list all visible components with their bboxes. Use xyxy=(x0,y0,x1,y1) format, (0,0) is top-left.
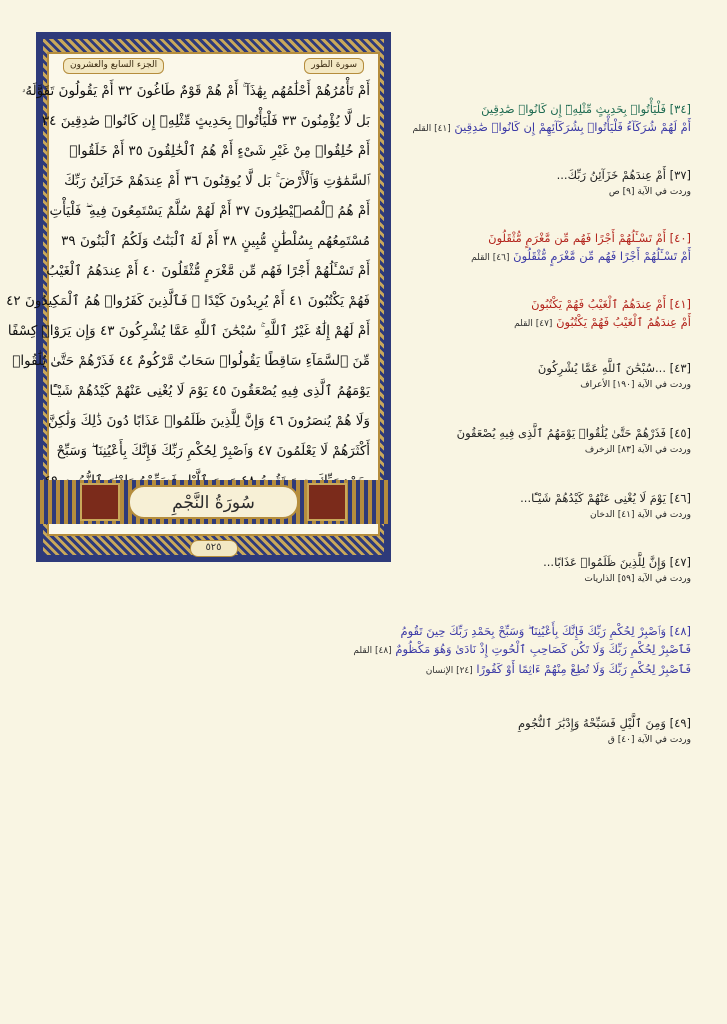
mushaf-page xyxy=(6,32,391,562)
next-surah-title: سُورَةُ النَّجْمِ xyxy=(128,485,299,519)
quran-line: ٱلسَّمَٰوَٰتِ وَٱلْأَرْضَ ۚ بَل لَّا يُوقِنُونَ ٣٦ أَمْ عِندَهُمْ خَزَآئِنُ رَبِّكَ xyxy=(64,173,370,189)
quran-line: أَمْ لَهُمْ إِلَٰهٌ غَيْرُ ٱللَّهِ ۚ سُبْحَٰنَ ٱللَّهِ عَمَّا يُشْرِكُونَ ٤٣ وَإِن يَرَوْا۟ كِسْفًا xyxy=(7,323,370,339)
commentary-entry xyxy=(371,100,691,138)
verse-text: [٤٩] وَمِنَ ٱلَّيْلِ فَسَبِّحْهُ وَإِدْبَٰرَ ٱلنُّجُومِ xyxy=(518,716,691,730)
xref-text: أَمْ لَهُمْ شُرَكَآءُ فَلْيَأْتُوا۟ بِشُرَكَآئِهِمْ إِن كَانُوا۟ صَٰدِقِينَ xyxy=(454,120,691,134)
quran-line: أَمْ تَسْـَٔلُهُمْ أَجْرًا فَهُم مِّن مَّغْرَمٍ مُّثْقَلُونَ ٤٠ أَمْ عِندَهُمُ ٱلْغَيْبُ xyxy=(46,263,370,279)
xref-tag: [٤٧] القلم xyxy=(514,319,553,329)
cross-reference xyxy=(331,660,691,680)
verse-text: [٤٦] يَوْمَ لَا يُغْنِى عَنْهُمْ كَيْدُهُمْ شَيْـًٔا... xyxy=(520,491,691,505)
page-text-area xyxy=(6,52,380,536)
commentary-entry xyxy=(371,489,691,523)
verse-text: [٤٨] وَٱصْبِرْ لِحُكْمِ رَبِّكَ فَإِنَّكَ بِأَعْيُنِنَا ۖ وَسَبِّحْ بِحَمْدِ رَبِّكَ حِينَ تَقُومُ xyxy=(400,624,691,638)
xref-text: أَمْ تَسْـَٔلُهُمْ أَجْرًا فَهُم مِّن مَّغْرَمٍ مُّثْقَلُونَ xyxy=(513,249,691,263)
quran-line: مِّنَ ٱلسَّمَآءِ سَاقِطًا يَقُولُوا۟ سَحَابٌ مَّرْكُومٌ ٤٤ فَذَرْهُمْ حَتَّىٰ يُلَٰقُوا۟ xyxy=(12,353,370,369)
xref-tag: [٤٦] القلم xyxy=(471,253,510,263)
quran-line: أَمْ خُلِقُوا۟ مِنْ غَيْرِ شَىْءٍ أَمْ هُمُ ٱلْخَٰلِقُونَ ٣٥ أَمْ خَلَقُوا۟ xyxy=(69,143,370,159)
occurrence-note: وردت في الآية [٨٣] الزخرف xyxy=(584,445,691,455)
cross-reference xyxy=(331,640,691,660)
commentary-entry xyxy=(331,622,691,680)
commentary-entry xyxy=(371,424,691,458)
juz-label: الجزء السابع والعشرون xyxy=(63,58,164,74)
quran-line: وَلَا هُمْ يُنصَرُونَ ٤٦ وَإِنَّ لِلَّذِينَ ظَلَمُوا۟ عَذَابًا دُونَ ذَٰلِكَ وَلَٰكِنَّ xyxy=(48,413,370,429)
page-number: ٥٢٥ xyxy=(190,540,238,557)
commentary-entry xyxy=(371,229,691,267)
xref-text: فَٱصْبِرْ لِحُكْمِ رَبِّكَ وَلَا تُطِعْ مِنْهُمْ ءَاثِمًا أَوْ كَفُورًا xyxy=(476,662,691,676)
verse-text: [٣٧] أَمْ عِندَهُمْ خَزَآئِنُ رَبِّكَ... xyxy=(556,168,691,182)
quran-line: أَكْثَرَهُمْ لَا يَعْلَمُونَ ٤٧ وَٱصْبِرْ لِحُكْمِ رَبِّكَ فَإِنَّكَ بِأَعْيُنِنَا ۖ وَسَبِّحْ xyxy=(56,443,370,459)
commentary-entry xyxy=(371,295,691,333)
cross-reference xyxy=(371,118,691,138)
quran-line: بَل لَّا يُؤْمِنُونَ ٣٣ فَلْيَأْتُوا۟ بِحَدِيثٍ مِّثْلِهِۦٓ إِن كَانُوا۟ صَٰدِقِينَ ٣٤ xyxy=(41,113,370,129)
ornament-right-icon xyxy=(307,483,347,521)
quran-line: فَهُمْ يَكْتُبُونَ ٤١ أَمْ يُرِيدُونَ كَيْدًا ۖ فَٱلَّذِينَ كَفَرُوا۟ هُمُ ٱلْمَكِيدُونَ ٤٢ xyxy=(6,293,370,309)
commentary-entry xyxy=(371,714,691,748)
occurrence-note: وردت في الآية [٤٠] ق xyxy=(607,735,691,745)
xref-tag: [٢٤] الإنسان xyxy=(425,666,473,676)
quran-line: أَمْ هُمُ ٱلْمُصَۜيْطِرُونَ ٣٧ أَمْ لَهُمْ سُلَّمٌ يَسْتَمِعُونَ فِيهِ ۖ فَلْيَأْتِ xyxy=(49,203,370,219)
verse-text: [٤٠] أَمْ تَسْـَٔلُهُمْ أَجْرًا فَهُم مِّن مَّغْرَمٍ مُّثْقَلُونَ xyxy=(488,231,691,245)
surah-label: سورة الطور xyxy=(304,58,364,74)
occurrence-note: وردت في الآية [٤١] الدخان xyxy=(590,510,691,520)
quran-line: يَوْمَهُمُ ٱلَّذِى فِيهِ يُصْعَقُونَ ٤٥ يَوْمَ لَا يُغْنِى عَنْهُمْ كَيْدُهُمْ شَيْـًٔا xyxy=(49,383,370,399)
verse-text: [٤٣] ...سُبْحَٰنَ ٱللَّهِ عَمَّا يُشْرِكُونَ xyxy=(537,361,691,375)
quran-line: أَمْ تَأْمُرُهُمْ أَحْلَٰمُهُم بِهَٰذَآ ۚ أَمْ هُمْ قَوْمٌ طَاغُونَ ٣٢ أَمْ يَقُولُونَ تَقَوَّلَهُۥ xyxy=(21,83,370,99)
commentary-entry xyxy=(371,166,691,200)
verse-text: [٤٥] فَذَرْهُمْ حَتَّىٰ يُلَٰقُوا۟ يَوْمَهُمُ ٱلَّذِى فِيهِ يُصْعَقُونَ xyxy=(456,426,691,440)
quran-line: مُسْتَمِعُهُم بِسُلْطَٰنٍ مُّبِينٍ ٣٨ أَمْ لَهُ ٱلْبَنَٰتُ وَلَكُمُ ٱلْبَنُونَ ٣٩ xyxy=(61,233,370,249)
surah-header-band xyxy=(36,480,391,524)
verse-text: [٣٤] فَلْيَأْتُوا۟ بِحَدِيثٍ مِّثْلِهِۦٓ إِن كَانُوا۟ صَٰدِقِينَ xyxy=(481,102,691,116)
cross-reference xyxy=(371,247,691,267)
xref-text: فَٱصْبِرْ لِحُكْمِ رَبِّكَ وَلَا تَكُن كَصَاحِبِ ٱلْحُوتِ إِذْ نَادَىٰ وَهُوَ مَكْظُومٌ xyxy=(395,642,691,656)
verse-text: [٤١] أَمْ عِندَهُمُ ٱلْغَيْبُ فَهُمْ يَكْتُبُونَ xyxy=(531,297,691,311)
occurrence-note: وردت في الآية [٥٩] الذاريات xyxy=(584,574,691,584)
xref-tag: [٤٨] القلم xyxy=(353,646,392,656)
xref-tag: [٤١] القلم xyxy=(412,124,451,134)
ornament-left-icon xyxy=(80,483,120,521)
occurrence-note: وردت في الآية [١٩٠] الأعراف xyxy=(580,380,691,390)
commentary-entry xyxy=(371,553,691,587)
verse-text: [٤٧] وَإِنَّ لِلَّذِينَ ظَلَمُوا۟ عَذَابًا... xyxy=(543,555,691,569)
xref-text: أَمْ عِندَهُمُ ٱلْغَيْبُ فَهُمْ يَكْتُبُونَ xyxy=(556,315,691,329)
occurrence-note: وردت في الآية [٩] ص xyxy=(608,187,691,197)
commentary-entry xyxy=(371,359,691,393)
cross-reference xyxy=(371,313,691,333)
